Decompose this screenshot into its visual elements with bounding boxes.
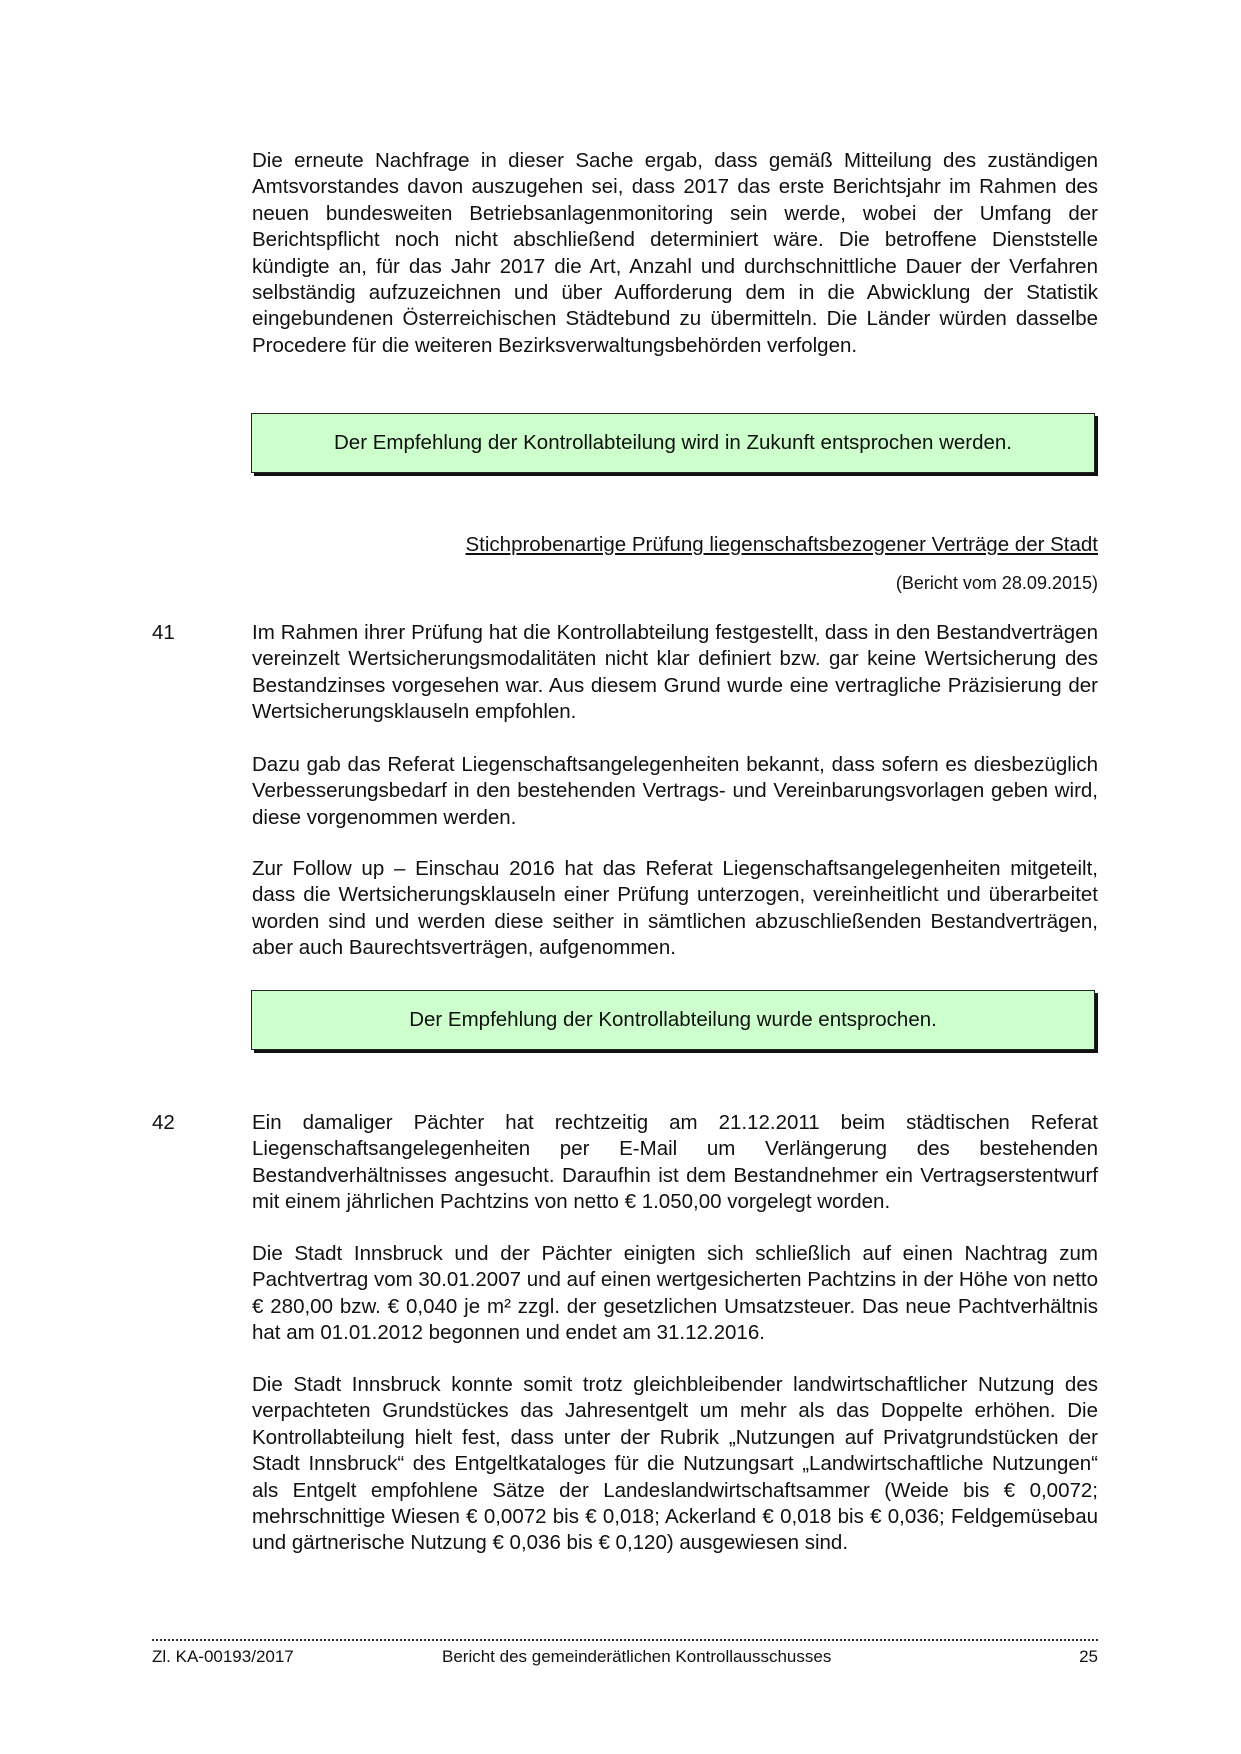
footer-divider [152, 1639, 1098, 1641]
footer-title: Bericht des gemeinderätlichen Kontrollausschusses [442, 1647, 832, 1666]
item-42-paragraph-3: Die Stadt Innsbruck konnte somit trotz gleichbleibender landwirtschaftlicher Nutzung des verpachteten Grundstückes das Jahresentgelt um mehr als das Doppelte erhöhen. Die Kontrollabteilung hielt fest, dass unter der Rubrik „Nutzungen auf Privatgrundstücken der Stadt Innsbruck“ des Entgeltkataloges für die Nutzungsart „Landwirtschaftliche Nutzungen“ als Entgelt empfohlene Sätze der Landeslandwirtschaftsammer (Weide bis € 0,0072; mehrschnittige Wiesen € 0,0072 bis € 0,018; Ackerland € 0,018 bis € 0,036; Feldgemüsebau und gärtnerische Nutzung € 0,036 bis € 0,120) ausgewiesen sind. [252, 1373, 1098, 1555]
item-number: 42 [152, 1111, 175, 1134]
item-42-paragraph-2: Die Stadt Innsbruck und der Pächter einigten sich schließlich auf einen Nachtrag zum Pachtvertrag vom 30.01.2007 und auf einen wertgesicherten Pachtzins in der Höhe von netto € 280,00 bzw. € 0,040 je m² zzgl. der gesetzlichen Umsatzsteuer. Das neue Pachtverhältnis hat am 01.01.2012 begonnen und endet am 31.12.2016. [252, 1242, 1098, 1345]
footer-reference: Zl. KA-00193/2017 [152, 1647, 294, 1666]
intro-paragraph: Die erneute Nachfrage in dieser Sache ergab, dass gemäß Mitteilung des zuständigen Amtsvorstandes davon auszugehen sei, dass 2017 das erste Berichtsjahr im Rahmen des neuen bundesweiten Betriebsanlagenmonitoring sein werde, wobei der Umfang der Berichtspflicht noch nicht abschließend determiniert wäre. Die betroffene Dienststelle kündigte an, für das Jahr 2017 die Art, Anzahl und durchschnittliche Dauer der Verfahren selbständig aufzuzeichnen und über Aufforderung dem in die Abwicklung der Statistik eingebundenen Österreichischen Städtebund zu übermitteln. Die Länder würden dasselbe Procedere für die weiteren Bezirksverwaltungsbehörden verfolgen. [252, 149, 1098, 357]
recommendation-text: Der Empfehlung der Kontrollabteilung wurde entsprochen. [409, 1008, 937, 1031]
recommendation-text: Der Empfehlung der Kontrollabteilung wird in Zukunft entsprochen werden. [333, 431, 1013, 454]
page-number: 25 [1079, 1647, 1098, 1666]
recommendation-box [251, 990, 1095, 1050]
item-42-paragraph-1: Ein damaliger Pächter hat rechtzeitig am 21.12.2011 beim städtischen Referat Liegenschaftsangelegenheiten per E-Mail um Verlängerung des bestehenden Bestandverhältnisses angesucht. Daraufhin ist dem Bestandnehmer ein Vertragserstentwurf mit einem jährlichen Pachtzins von netto € 1.050,00 vorgelegt worden. [252, 1111, 1098, 1214]
section-subheading: (Bericht vom 28.09.2015) [895, 573, 1098, 593]
item-41-paragraph-2: Dazu gab das Referat Liegenschaftsangelegenheiten bekannt, dass sofern es diesbezüglich Verbesserungsbedarf in den bestehenden Vertrags- und Vereinbarungsvorlagen geben wird, diese vorgenommen werden. [252, 753, 1098, 829]
section-heading: Stichprobenartige Prüfung liegenschaftsbezogener Verträge der Stadt [465, 533, 1098, 556]
item-number: 41 [152, 621, 175, 644]
item-41-paragraph-3: Zur Follow up – Einschau 2016 hat das Referat Liegenschaftsangelegenheiten mitgeteilt, dass die Wertsicherungsklauseln einer Prüfung unterzogen, vereinheitlicht und überarbeitet worden sind und werden diese seither in sämtlichen abzuschließenden Bestandverträgen, aber auch Baurechtsverträgen, aufgenommen. [252, 857, 1098, 960]
item-41-paragraph-1: Im Rahmen ihrer Prüfung hat die Kontrollabteilung festgestellt, dass in den Bestandverträgen vereinzelt Wertsicherungsmodalitäten nicht klar definiert bzw. gar keine Wertsicherung des Bestandzinses vorgesehen war. Aus diesem Grund wurde eine vertragliche Präzisierung der Wertsicherungsklauseln empfohlen. [252, 621, 1098, 724]
recommendation-box [251, 413, 1095, 473]
